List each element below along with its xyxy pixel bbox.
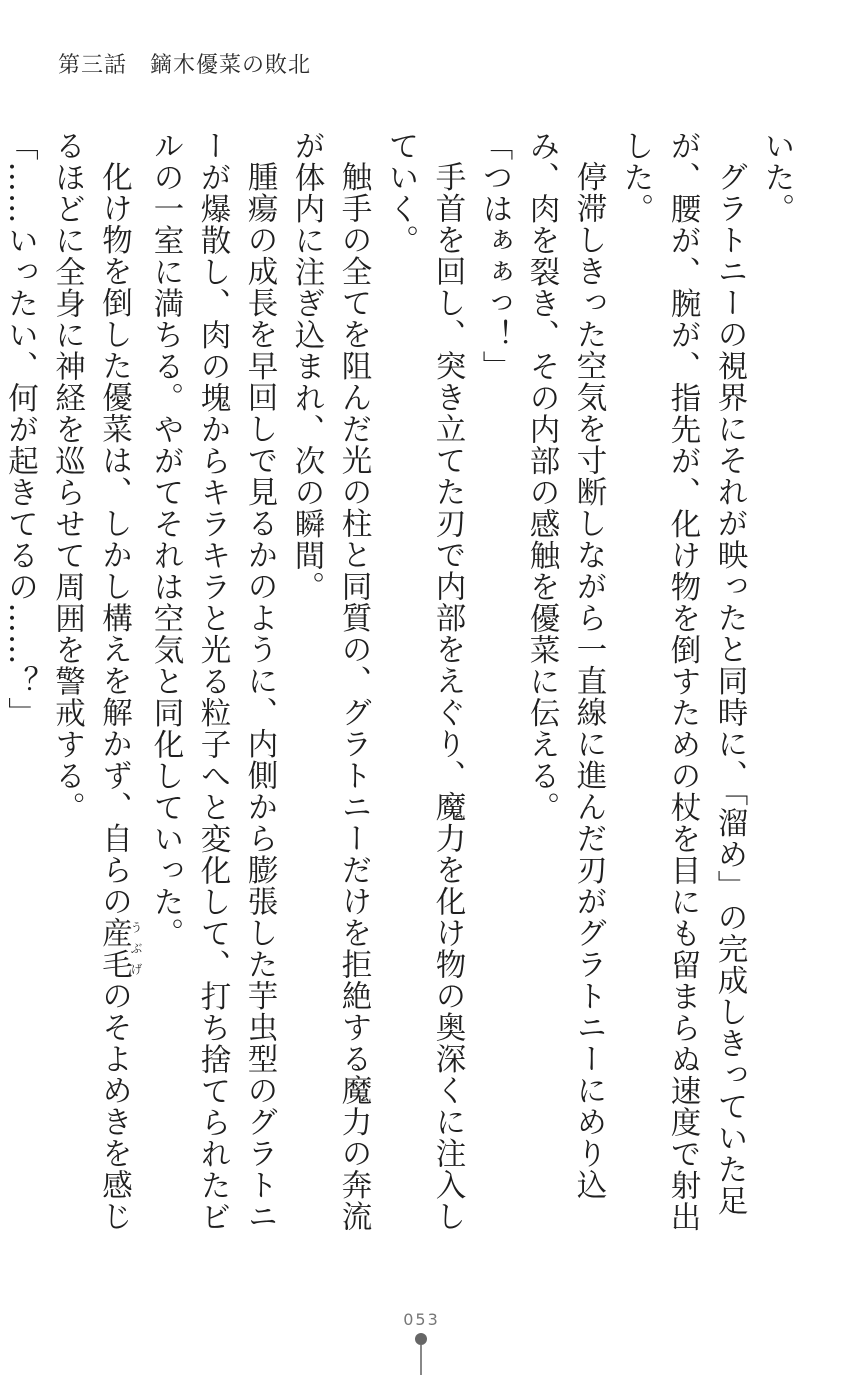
ruby-reading: うぶげ bbox=[129, 916, 143, 980]
ruby-base: 産毛 bbox=[96, 916, 132, 980]
chapter-title: 第三話 鏑木優菜の敗北 bbox=[58, 53, 312, 78]
paragraph-1: いた。 bbox=[759, 130, 794, 225]
page-number: 053 bbox=[403, 1310, 440, 1329]
paragraph-5: 手首を回し、突き立てた刃で内部をえぐり、魔力を化け物の奥深くに注入していく。 bbox=[383, 130, 465, 1232]
paragraph-2: グラトニーの視界にそれが映ったと同時に、「溜め」の完成しきっていた足が、腰が、腕が、指先が、化け物を倒すための杖を目にも留まらぬ速度で射出した。 bbox=[618, 130, 747, 1233]
ruby-ubuge bbox=[96, 916, 143, 980]
novel-body-text bbox=[2, 130, 800, 1250]
paragraph-8 bbox=[44, 130, 143, 1250]
paragraph-8-part-1: 化け物を倒した優菜は、しかし構えを解かず、自らの bbox=[96, 160, 132, 917]
paragraph-7: 腫瘍の成長を早回しで見るかのように、内側から膨張した芋虫型のグラトニーが爆散し、肉の塊からキラキラと光る粒子へと変化して、打ち捨てられたビルの一室に満ちる。やがてそれは空気と同化していった。 bbox=[148, 130, 277, 1233]
paragraph-6: 触手の全てを阻んだ光の柱と同質の、グラトニーだけを拒絶する魔力の奔流が体内に注ぎ込まれ、次の瞬間。 bbox=[289, 130, 371, 1232]
dialogue-2: 「……いったい、何が起きてるの……？」 bbox=[2, 130, 38, 729]
paragraph-8-part-2: のそよめきを感じるほどに全身に神経を巡らせて周囲を警戒する。 bbox=[49, 130, 132, 1232]
page-marker-line bbox=[420, 1345, 422, 1375]
page-marker-dot bbox=[415, 1333, 427, 1345]
dialogue-1: 「つはぁぁっ！」 bbox=[477, 130, 512, 382]
paragraph-3: 停滞しきった空気を寸断しながら一直線に進んだ刃がグラトニーにめり込み、肉を裂き、その内部の感触を優菜に伝える。 bbox=[524, 130, 606, 1200]
